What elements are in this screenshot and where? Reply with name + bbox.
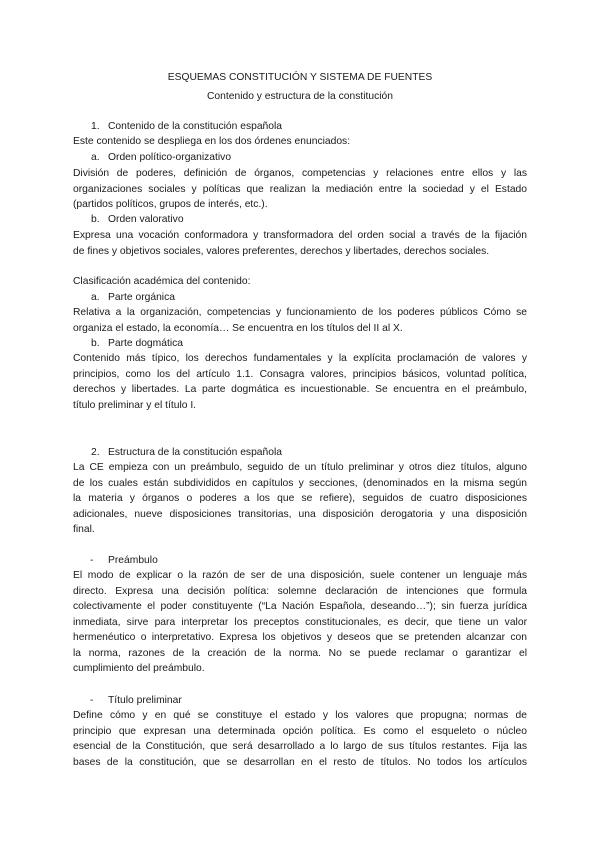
preambulo-heading: Preámbulo	[108, 555, 158, 566]
para-line: Contenido más típico, los derechos fundamentales y la explícita proclamación de valores y	[73, 353, 527, 364]
para-line: de fines y objetivos sociales, valores preferentes, derechos y libertades, derechos sociales.	[73, 245, 490, 257]
para-preambulo	[73, 568, 527, 677]
para-line: Define cómo y en qué se constituye el estado y los valores que propugna; normas de	[73, 710, 527, 721]
para-titulo-preliminar	[73, 708, 527, 770]
para-line: título preliminar y el título I.	[73, 399, 197, 411]
para-dogmatic-part	[73, 351, 527, 413]
para-line: derechos y libertades. La parte dogmática es incuestionable. Se encuentra en el preámbulo,	[73, 384, 527, 395]
para-line: Relativa a la organización, competencias y funcionamiento de los poderes públicos Cómo se	[73, 307, 527, 318]
para-line: organizaciones sociales y políticas que realizan la mediación entre la sociedad y el Estado	[73, 183, 527, 195]
para-line: El modo de explicar o la razón de ser de una disposición, suele contener un lenguaje más	[73, 570, 527, 581]
titulo-preliminar-heading: Título preliminar	[108, 695, 182, 706]
section1-number: 1.	[91, 121, 100, 132]
para-line: de los cuales están subdivididos en capítulos y secciones, (denominados en la misma según	[73, 477, 527, 489]
item-a-heading: Orden político-organizativo	[108, 152, 232, 163]
class-a-label: a.	[91, 292, 100, 303]
para-line: (partidos políticos, grupos de interés, etc.).	[73, 199, 268, 210]
para-line: principios, como los del artículo 1.1. Consagra valores, principios básicos, voluntad política,	[73, 368, 527, 380]
document-subtitle: Contenido y estructura de la constitución	[206, 91, 394, 102]
preambulo-dash: -	[90, 555, 94, 566]
item-a-label: a.	[91, 152, 100, 163]
para-line: La CE empieza con un preámbulo, seguido de un título preliminar y otros diez títulos, alguno	[73, 462, 527, 473]
item-b-heading: Orden valorativo	[108, 214, 184, 225]
class-a-heading: Parte orgánica	[108, 292, 175, 303]
para-line: inmediata, sirve para interpretar los preceptos constitucionales, es decir, que tiene un valor	[73, 616, 527, 628]
para-line: colectivamente el poder constituyente (“La Nación Española, deseando…”); sin fuerza jurídica	[73, 601, 527, 612]
para-line: División de poderes, definición de órganos, competencias y relaciones entre ellos y las	[73, 168, 527, 179]
para-line: Expresa una vocación conformadora y transformadora del orden social a través de la fijación	[73, 230, 527, 241]
para-line: la norma, razones de la creación de la norma. No se puede reclamar o garantizar el	[73, 647, 527, 659]
para-structure	[73, 460, 527, 538]
para-line: hermenéutico o interpretativo. Expresa los objetivos y deseos que se pretenden alcanzar con	[73, 632, 527, 643]
para-line: cumplimiento del preámbulo.	[73, 663, 205, 674]
class-b-label: b.	[91, 338, 100, 349]
para-organic-part	[73, 305, 527, 336]
para-line: adicionales, nueve disposiciones transitorias, una disposición derogatoria y una disposición	[73, 508, 527, 520]
class-b-heading: Parte dogmática	[108, 338, 183, 349]
titulo-dash: -	[90, 695, 94, 706]
para-line: principio que expresan una determinada opción política. Es como el esqueleto o núcleo	[73, 725, 527, 737]
para-political-order	[73, 166, 527, 213]
section2-number: 2.	[91, 447, 100, 458]
para-line: esencial de la Constitución, que será desarrollado a lo largo de sus títulos restantes. Fija las	[73, 741, 527, 752]
para-line: directo. Expresa una decisión política: solemne declaración de intenciones que formula	[73, 585, 527, 597]
para-line: final.	[73, 524, 95, 535]
para-line: la materia y órganos o poderes a los que se refiere), seguidos de cuatro disposiciones	[73, 493, 527, 504]
para-value-order	[73, 228, 527, 259]
para-line: bases de la constitución, que se desarrollan en el resto de títulos. No todos los artículos	[73, 756, 527, 768]
item-b-label: b.	[91, 214, 100, 225]
section2-heading: Estructura de la constitución española	[108, 447, 283, 458]
document-title: ESQUEMAS CONSTITUCIÓN Y SISTEMA DE FUENTES	[167, 72, 433, 83]
para-line: organiza el estado, la economía… Se encuentra en los títulos del II al X.	[73, 322, 403, 334]
classification-heading: Clasificación académica del contenido:	[73, 276, 251, 287]
section1-heading: Contenido de la constitución española	[108, 121, 283, 132]
section1-intro: Este contenido se despliega en los dos órdenes enunciados:	[73, 136, 351, 147]
